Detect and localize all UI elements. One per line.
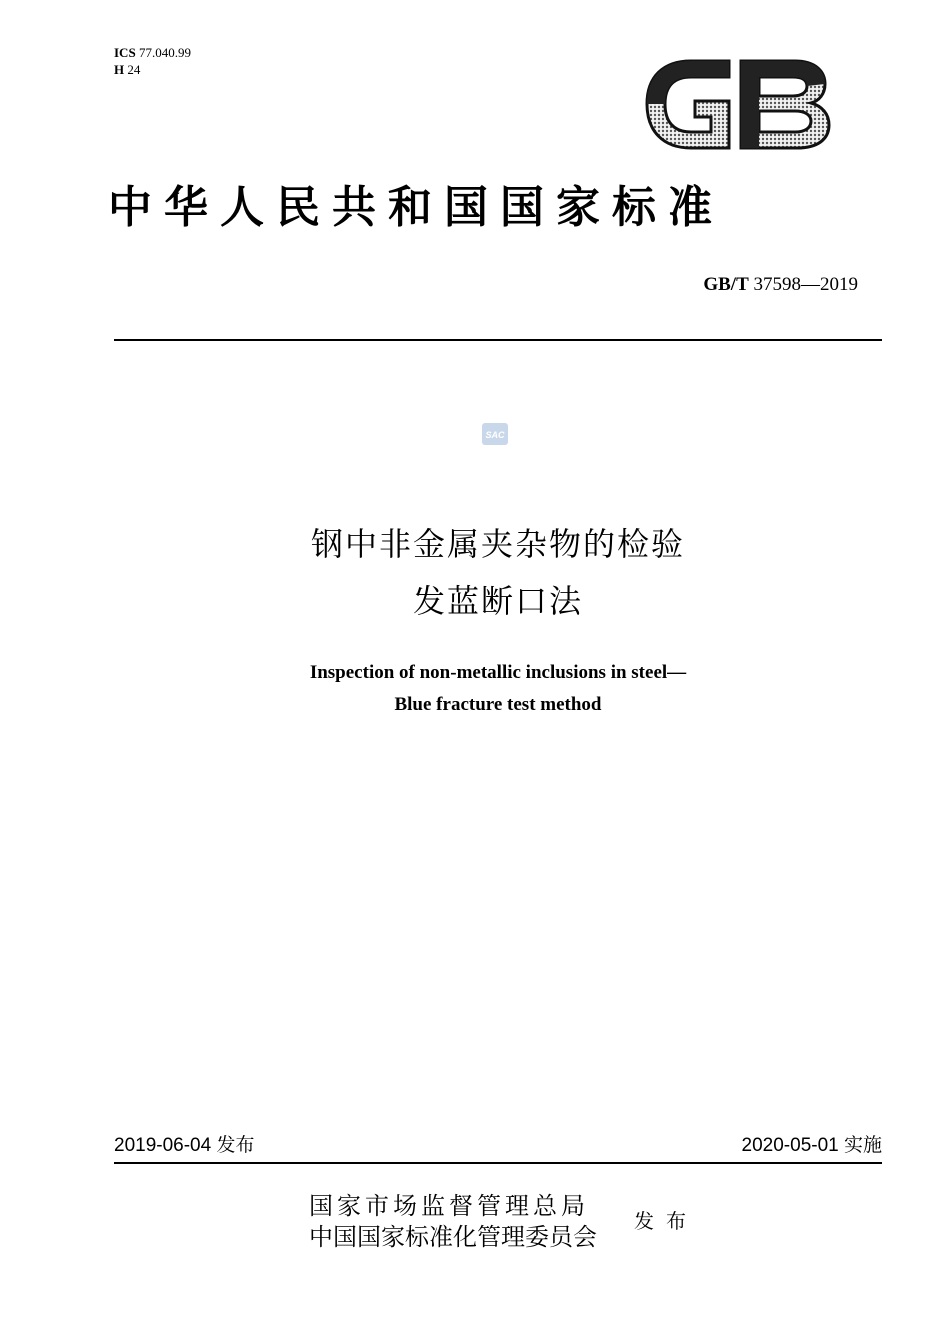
title-en-line1: Inspection of non-metallic inclusions in steel—	[309, 662, 687, 683]
issuer-sac: 中国国家标准化管理委员会	[309, 1223, 597, 1251]
ccs-code: H 24	[114, 62, 141, 77]
divider-top	[114, 339, 882, 341]
national-standard-title: 中华人民共和国国家标准	[108, 182, 724, 233]
title-cn-line2: 发蓝断口法	[412, 582, 583, 620]
sac-watermark-text: SAC	[485, 430, 505, 440]
ics-code: ICS 77.040.99	[114, 45, 191, 60]
publish-label: 发布	[634, 1209, 698, 1233]
classification-codes	[114, 44, 191, 78]
publish-date: 2019-06-04 发布	[114, 1135, 255, 1156]
sac-watermark-icon	[481, 422, 509, 446]
divider-bottom	[114, 1162, 882, 1164]
title-cn-line1: 钢中非金属夹杂物的检验	[310, 525, 685, 563]
gb-logo-icon	[645, 57, 831, 152]
issuer-samr: 国家市场监督管理总局	[309, 1192, 589, 1220]
implement-date: 2020-05-01 实施	[741, 1135, 882, 1156]
standard-number: GB/T 37598—2019	[703, 274, 858, 295]
title-en-line2: Blue fracture test method	[394, 694, 602, 715]
